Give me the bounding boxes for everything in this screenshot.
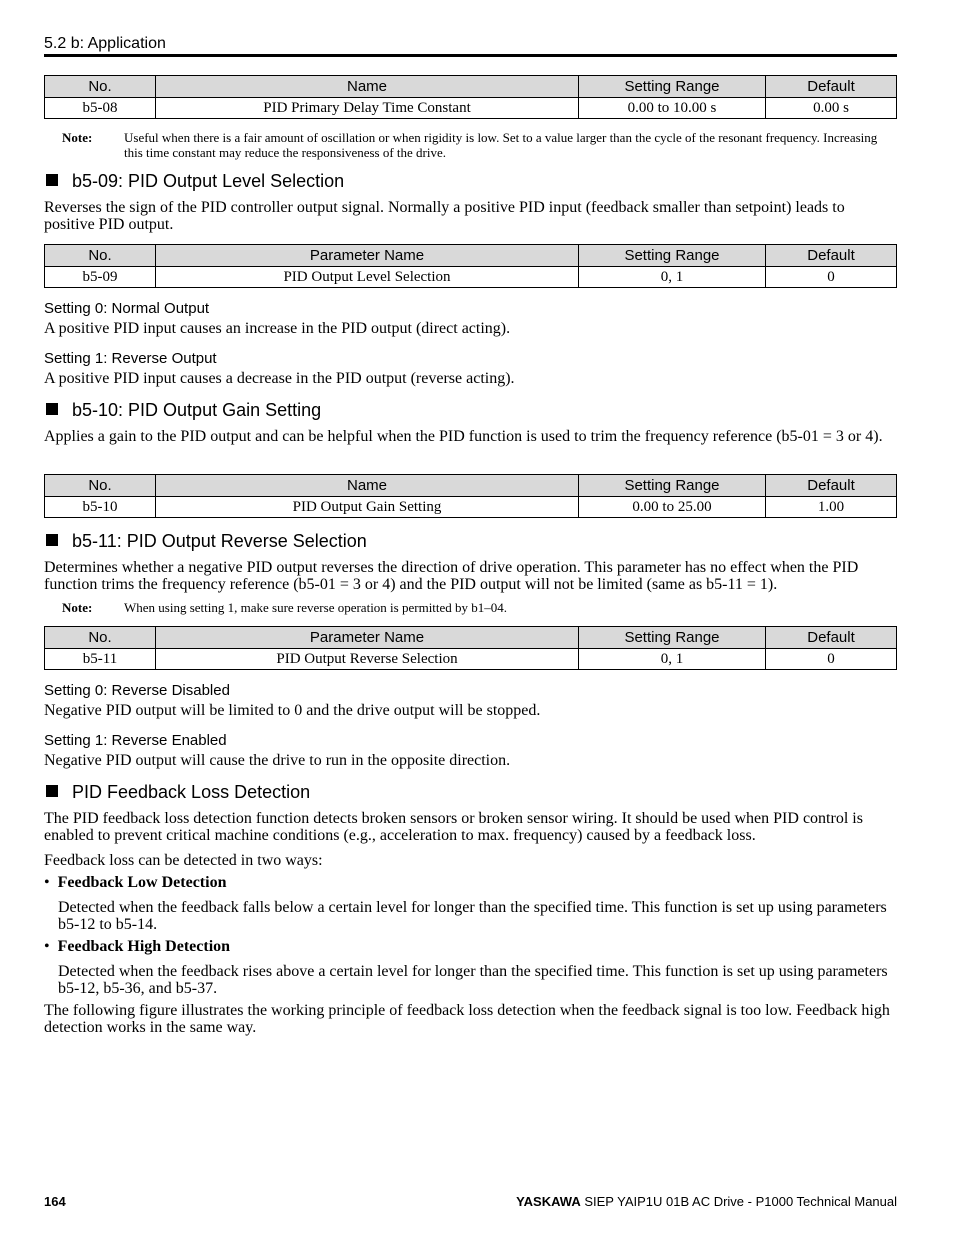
b5-10-description: Applies a gain to the PID output and can be helpful when the PID function is used to trim the frequency reference (b5-01 = 3 or 4). [44, 428, 883, 445]
footer-manual-title [516, 1194, 897, 1209]
cell-no: b5-11 [45, 649, 156, 670]
param-table-b5-10 [44, 474, 897, 518]
table-header-row [45, 76, 897, 98]
note-text: When using setting 1, make sure reverse operation is permitted by b1–04. [124, 600, 508, 615]
square-bullet-icon [46, 785, 58, 797]
b5-09-description: Reverses the sign of the PID controller output signal. Normally a positive PID input (feedback smaller than setpoint) leads to positive PID output. [44, 199, 845, 233]
bullet-feedback-high: • Feedback High Detection [44, 938, 231, 955]
bullet-feedback-low: • Feedback Low Detection [44, 874, 227, 891]
cell-default: 1.00 [766, 497, 897, 518]
cell-setting-range: 0, 1 [579, 649, 766, 670]
param-table-b5-08 [44, 75, 897, 119]
cell-default: 0 [766, 649, 897, 670]
note-text: Useful when there is a fair amount of oscillation or when rigidity is low. Set to a value larger than the cycle of the resonant frequency. Increasing this time constant may reduce the responsiveness of the drive. [124, 130, 878, 160]
cell-setting-range: 0, 1 [579, 267, 766, 288]
param-table-b5-11 [44, 626, 897, 670]
setting-1-title: Setting 1: Reverse Enabled [44, 732, 227, 749]
section-heading-feedback-loss: PID Feedback Loss Detection [44, 782, 310, 803]
setting-0-text: A positive PID input causes an increase in the PID output (direct acting). [44, 320, 511, 337]
cell-default: 0.00 s [766, 98, 897, 119]
page-number: 164 [44, 1194, 66, 1209]
feedback-low-text: Detected when the feedback falls below a certain level for longer than the specified time. This function is set up using parameters b5-12 to b5-14. [58, 899, 887, 933]
section-heading-b5-10: b5-10: PID Output Gain Setting [44, 400, 321, 421]
table-row [45, 497, 897, 518]
col-header-default: Default [766, 627, 897, 649]
bullet-dot-icon: • [44, 874, 50, 891]
table-row [45, 267, 897, 288]
table-header-row [45, 475, 897, 497]
cell-setting-range: 0.00 to 25.00 [579, 497, 766, 518]
note-label: Note: [62, 600, 93, 615]
feedback-loss-intro: Feedback loss can be detected in two ways: [44, 852, 323, 869]
col-header-parameter-name: Parameter Name [156, 245, 579, 267]
manual-name: SIEP YAIP1U 01B AC Drive - P1000 Technical Manual [584, 1194, 897, 1209]
b5-11-description: Determines whether a negative PID output reverses the direction of drive operation. This parameter has no effect when the PID function trims the frequency reference (b5-01 = 3 or 4) and the PID output will not be limited (same as b5-11 = 1). [44, 559, 859, 593]
cell-no: b5-10 [45, 497, 156, 518]
table-header-row [45, 627, 897, 649]
col-header-no: No. [45, 475, 156, 497]
cell-name: PID Primary Delay Time Constant [156, 98, 579, 119]
col-header-default: Default [766, 475, 897, 497]
col-header-default: Default [766, 245, 897, 267]
header-rule [44, 54, 897, 57]
square-bullet-icon [46, 174, 58, 186]
cell-setting-range: 0.00 to 10.00 s [579, 98, 766, 119]
cell-no: b5-08 [45, 98, 156, 119]
note-b5-08 [62, 130, 897, 162]
cell-no: b5-09 [45, 267, 156, 288]
section-heading-b5-09: b5-09: PID Output Level Selection [44, 171, 344, 192]
setting-1-text: Negative PID output will cause the drive to run in the opposite direction. [44, 752, 511, 769]
setting-1-title: Setting 1: Reverse Output [44, 350, 217, 367]
square-bullet-icon [46, 403, 58, 415]
setting-0-title: Setting 0: Normal Output [44, 300, 210, 317]
section-heading-b5-11: b5-11: PID Output Reverse Selection [44, 531, 367, 552]
cell-name: PID Output Gain Setting [156, 497, 579, 518]
feedback-loss-closing: The following figure illustrates the working principle of feedback loss detection when the feedback signal is too low. Feedback high detection works in the same way. [44, 1002, 890, 1036]
cell-default: 0 [766, 267, 897, 288]
section-header-title: 5.2 b: Application [44, 35, 166, 52]
table-header-row [45, 245, 897, 267]
col-header-no: No. [45, 245, 156, 267]
param-table-b5-09 [44, 244, 897, 288]
square-bullet-icon [46, 534, 58, 546]
setting-0-title: Setting 0: Reverse Disabled [44, 682, 230, 699]
feedback-high-text: Detected when the feedback rises above a certain level for longer than the specified time. This function is set up using parameters b5-12, b5-36, and b5-37. [58, 963, 888, 997]
setting-1-text: A positive PID input causes a decrease in the PID output (reverse acting). [44, 370, 515, 387]
setting-0-text: Negative PID output will be limited to 0 and the drive output will be stopped. [44, 702, 541, 719]
col-header-setting-range: Setting Range [579, 475, 766, 497]
table-row [45, 98, 897, 119]
cell-name: PID Output Level Selection [156, 267, 579, 288]
note-label: Note: [62, 130, 93, 145]
brand-name: YASKAWA [516, 1194, 581, 1209]
col-header-name: Name [156, 475, 579, 497]
cell-name: PID Output Reverse Selection [156, 649, 579, 670]
col-header-setting-range: Setting Range [579, 627, 766, 649]
col-header-setting-range: Setting Range [579, 76, 766, 98]
col-header-default: Default [766, 76, 897, 98]
col-header-setting-range: Setting Range [579, 245, 766, 267]
col-header-no: No. [45, 76, 156, 98]
col-header-parameter-name: Parameter Name [156, 627, 579, 649]
col-header-name: Name [156, 76, 579, 98]
table-row [45, 649, 897, 670]
feedback-loss-description: The PID feedback loss detection function detects broken sensors or broken sensor wiring. It should be used when PID control is enabled to prevent critical machine conditions (e.g., acceleration to max. frequency) caused by a feedback loss. [44, 810, 863, 844]
col-header-no: No. [45, 627, 156, 649]
note-b5-11 [62, 600, 897, 616]
bullet-dot-icon: • [44, 938, 50, 955]
